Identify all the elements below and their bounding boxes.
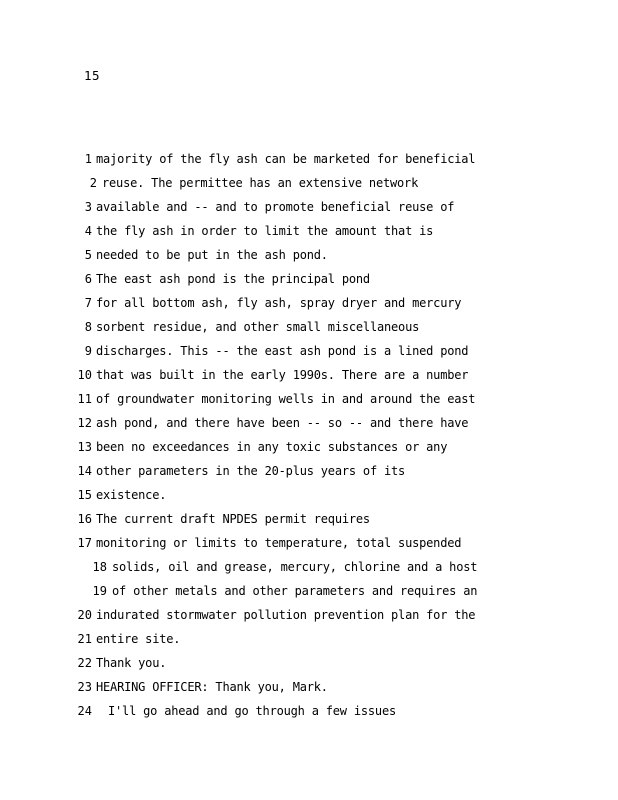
line-number: 21 [77,632,92,646]
line-text: the fly ash in order to limit the amount that is [96,224,434,238]
line-text: for all bottom ash, fly ash, spray dryer and mercury [96,296,462,310]
transcript-line [0,560,618,584]
line-number: 18 [92,560,107,574]
line-text: The east ash pond is the principal pond [96,272,370,286]
line-text: available and -- and to promote beneficial reuse of [96,200,455,214]
transcript-line [0,320,618,344]
line-number: 2 [89,176,97,190]
transcript-line [0,608,618,632]
line-number: 3 [84,200,92,214]
line-number: 8 [84,320,92,334]
line-number: 10 [77,368,92,382]
line-text: other parameters in the 20-plus years of its [96,464,406,478]
line-number: 16 [77,512,92,526]
line-text: discharges. This -- the east ash pond is a lined pond [96,344,469,358]
line-text: The current draft NPDES permit requires [96,512,370,526]
transcript-line [0,224,618,248]
transcript-line [0,152,618,176]
line-number: 4 [84,224,92,238]
line-number: 9 [84,344,92,358]
line-number: 15 [77,488,92,502]
line-text: needed to be put in the ash pond. [96,248,328,262]
line-text: I'll go ahead and go through a few issues [108,704,397,718]
line-text: been no exceedances in any toxic substances or any [96,440,448,454]
line-text: majority of the fly ash can be marketed for beneficial [96,152,476,166]
line-number: 22 [77,656,92,670]
line-text: indurated stormwater pollution prevention plan for the [96,608,476,622]
line-text: that was built in the early 1990s. There are a number [96,368,469,382]
transcript-line [0,512,618,536]
line-number: 11 [77,392,92,406]
line-text: ash pond, and there have been -- so -- and there have [96,416,469,430]
transcript-line [0,416,618,440]
line-text: monitoring or limits to temperature, total suspended [96,536,462,550]
line-text: entire site. [96,632,181,646]
transcript-lines [0,152,618,728]
transcript-line [0,200,618,224]
line-number: 19 [92,584,107,598]
line-text: reuse. The permittee has an extensive network [102,176,419,190]
line-number: 6 [84,272,92,286]
page-number: 15 [84,68,101,83]
transcript-line [0,704,618,728]
transcript-line [0,368,618,392]
transcript-line [0,488,618,512]
line-number: 20 [77,608,92,622]
line-text: HEARING OFFICER: Thank you, Mark. [96,680,328,694]
transcript-line [0,272,618,296]
line-number: 12 [77,416,92,430]
line-number: 5 [84,248,92,262]
transcript-line [0,392,618,416]
line-text: of other metals and other parameters and requires an [112,584,478,598]
line-number: 14 [77,464,92,478]
transcript-line [0,584,618,608]
transcript-line [0,176,618,200]
transcript-line [0,536,618,560]
transcript-line [0,344,618,368]
transcript-line [0,248,618,272]
transcript-line [0,632,618,656]
line-number: 23 [77,680,92,694]
line-text: existence. [96,488,167,502]
line-text: of groundwater monitoring wells in and around the east [96,392,476,406]
transcript-line [0,464,618,488]
transcript-line [0,296,618,320]
transcript-line [0,440,618,464]
line-number: 13 [77,440,92,454]
line-text: sorbent residue, and other small miscellaneous [96,320,420,334]
line-text: solids, oil and grease, mercury, chlorine and a host [112,560,478,574]
transcript-line [0,656,618,680]
transcript-line [0,680,618,704]
line-number: 7 [84,296,92,310]
line-number: 17 [77,536,92,550]
line-number: 24 [77,704,92,718]
line-text: Thank you. [96,656,167,670]
line-number: 1 [84,152,92,166]
